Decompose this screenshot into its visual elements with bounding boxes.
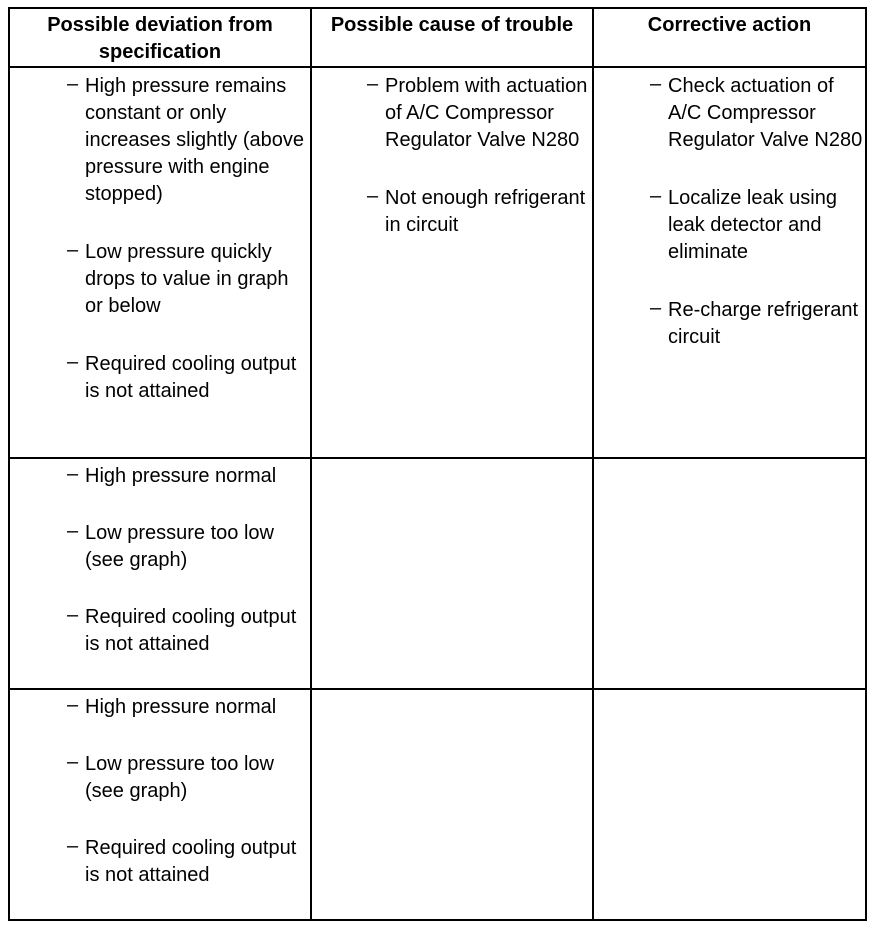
- list-item: [10, 73, 310, 208]
- list-item: [10, 463, 310, 490]
- cause-cell: [311, 458, 593, 689]
- item-text: Required cooling output is not attained: [85, 606, 297, 655]
- item-text: Re-charge refrigerant circuit: [668, 299, 859, 348]
- dash-bullet: –: [67, 835, 79, 857]
- item-text: High pressure normal: [85, 465, 277, 487]
- dash-bullet: –: [367, 185, 379, 207]
- dash-bullet: –: [67, 73, 79, 95]
- item-text: Low pressure too low (see graph): [85, 753, 274, 802]
- item-text: Problem with actuation of A/C Compressor Regulator Valve N280: [385, 75, 588, 151]
- dash-bullet: –: [67, 239, 79, 261]
- table-row: [9, 458, 866, 689]
- dash-bullet: –: [367, 73, 379, 95]
- item-text: Low pressure too low (see graph): [85, 522, 274, 571]
- item-text: Required cooling output is not attained: [85, 353, 297, 402]
- dash-bullet: –: [67, 751, 79, 773]
- dash-bullet: –: [650, 185, 662, 207]
- header-action: Corrective action: [593, 8, 866, 67]
- list-item: [594, 297, 865, 351]
- dash-bullet: –: [650, 73, 662, 95]
- list-item: [312, 185, 592, 239]
- header-deviation: Possible deviation from specification: [9, 8, 311, 67]
- list-item: [594, 185, 865, 266]
- deviation-cell: [9, 458, 311, 689]
- cause-cell: [311, 689, 593, 920]
- troubleshooting-table: [8, 7, 867, 921]
- list-item: [10, 835, 310, 889]
- list-item: [10, 351, 310, 405]
- action-cell: [593, 689, 866, 920]
- cause-cell: [311, 67, 593, 458]
- dash-bullet: –: [67, 604, 79, 626]
- item-text: Not enough refrigerant in circuit: [385, 187, 586, 236]
- list-item: [594, 73, 865, 154]
- list-item: [10, 751, 310, 805]
- list-item: [10, 239, 310, 320]
- header-cause: Possible cause of trouble: [311, 8, 593, 67]
- list-item: [312, 73, 592, 154]
- header-row: [9, 8, 866, 67]
- dash-bullet: –: [67, 694, 79, 716]
- table-row: [9, 67, 866, 458]
- item-text: Low pressure quickly drops to value in graph or below: [85, 241, 289, 317]
- table-row: [9, 689, 866, 920]
- item-text: Required cooling output is not attained: [85, 837, 297, 886]
- list-item: [10, 694, 310, 721]
- list-item: [10, 520, 310, 574]
- deviation-cell: [9, 67, 311, 458]
- dash-bullet: –: [67, 351, 79, 373]
- item-text: Localize leak using leak detector and eliminate: [668, 187, 837, 263]
- dash-bullet: –: [67, 520, 79, 542]
- action-cell: [593, 67, 866, 458]
- item-text: High pressure normal: [85, 696, 277, 718]
- list-item: [10, 604, 310, 658]
- deviation-cell: [9, 689, 311, 920]
- item-text: Check actuation of A/C Compressor Regulator Valve N280: [668, 75, 863, 151]
- dash-bullet: –: [67, 463, 79, 485]
- dash-bullet: –: [650, 297, 662, 319]
- item-text: High pressure remains constant or only increases slightly (above pressure with engine stopped): [85, 75, 304, 205]
- action-cell: [593, 458, 866, 689]
